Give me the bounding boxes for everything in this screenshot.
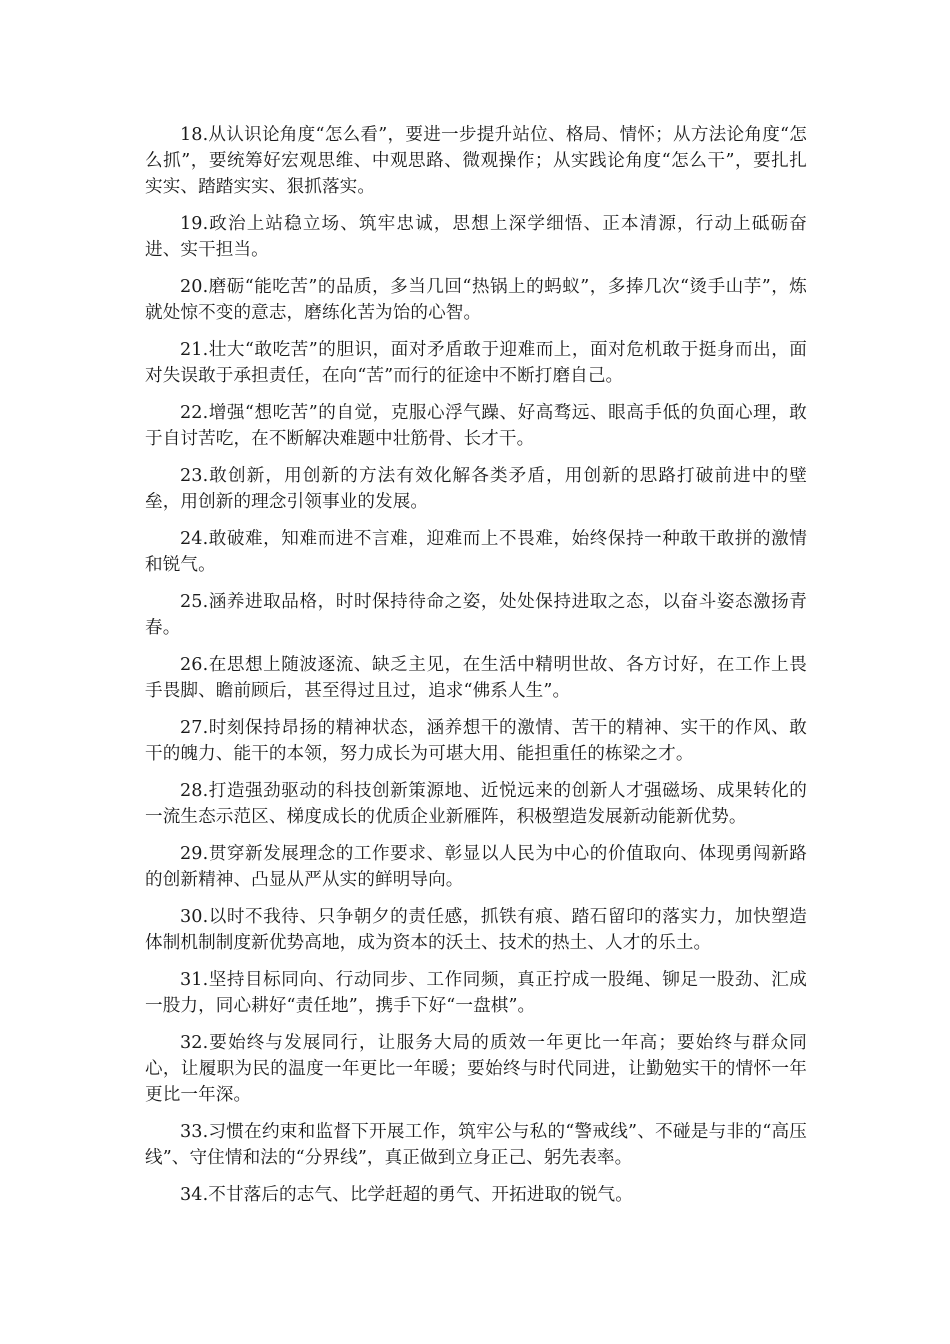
paragraph-26: 26.在思想上随波逐流、缺乏主见，在生活中精明世故、各方讨好，在工作上畏手畏脚、瞻前顾后，甚至得过且过，追求“佛系人生”。	[145, 655, 807, 701]
paragraph-27: 27.时刻保持昂扬的精神状态，涵养想干的激情、苦干的精神、实干的作风、敢干的魄力、能干的本领，努力成长为可堪大用、能担重任的栋梁之才。	[145, 718, 807, 764]
paragraph-22: 22.增强“想吃苦”的自觉，克服心浮气躁、好高骛远、眼高手低的负面心理，敢于自讨苦吃，在不断解决难题中壮筋骨、长才干。	[145, 403, 807, 449]
paragraph-18: 18.从认识论角度“怎么看”，要进一步提升站位、格局、情怀；从方法论角度“怎么抓”，要统筹好宏观思维、中观思路、微观操作；从实践论角度“怎么干”，要扎扎实实、踏踏实实、狠抓落实。	[145, 125, 807, 197]
paragraph-30: 30.以时不我待、只争朝夕的责任感，抓铁有痕、踏石留印的落实力，加快塑造体制机制制度新优势高地，成为资本的沃土、技术的热土、人才的乐土。	[145, 907, 807, 953]
paragraph-34: 34.不甘落后的志气、比学赶超的勇气、开拓进取的锐气。	[180, 1185, 633, 1205]
paragraph-33: 33.习惯在约束和监督下开展工作，筑牢公与私的“警戒线”、不碰是与非的“高压线”、守住情和法的“分界线”，真正做到立身正己、躬先表率。	[145, 1122, 807, 1168]
paragraph-20: 20.磨砺“能吃苦”的品质，多当几回“热锅上的蚂蚁”，多捧几次“烫手山芋”，炼就处惊不变的意志，磨练化苦为饴的心智。	[145, 277, 807, 323]
paragraph-29: 29.贯穿新发展理念的工作要求、彰显以人民为中心的价值取向、体现勇闯新路的创新精神、凸显从严从实的鲜明导向。	[145, 844, 807, 890]
paragraph-32: 32.要始终与发展同行，让服务大局的质效一年更比一年高；要始终与群众同心，让履职为民的温度一年更比一年暖；要始终与时代同进，让勤勉实干的情怀一年更比一年深。	[145, 1033, 807, 1105]
paragraph-28: 28.打造强劲驱动的科技创新策源地、近悦远来的创新人才强磁场、成果转化的一流生态示范区、梯度成长的优质企业新雁阵，积极塑造发展新动能新优势。	[145, 781, 807, 827]
paragraph-21: 21.壮大“敢吃苦”的胆识，面对矛盾敢于迎难而上，面对危机敢于挺身而出，面对失误敢于承担责任，在向“苦”而行的征途中不断打磨自己。	[145, 340, 807, 386]
paragraph-23: 23.敢创新，用创新的方法有效化解各类矛盾，用创新的思路打破前进中的壁垒，用创新的理念引领事业的发展。	[145, 466, 807, 512]
document-body	[145, 122, 807, 1219]
paragraph-31: 31.坚持目标同向、行动同步、工作同频，真正拧成一股绳、铆足一股劲、汇成一股力，同心耕好“责任地”，携手下好“一盘棋”。	[145, 970, 807, 1016]
paragraph-19: 19.政治上站稳立场、筑牢忠诚，思想上深学细悟、正本清源，行动上砥砺奋进、实干担当。	[145, 214, 807, 260]
paragraph-25: 25.涵养进取品格，时时保持待命之姿，处处保持进取之态，以奋斗姿态激扬青春。	[145, 592, 807, 638]
paragraph-24: 24.敢破难，知难而进不言难，迎难而上不畏难，始终保持一种敢干敢拼的激情和锐气。	[145, 529, 807, 575]
